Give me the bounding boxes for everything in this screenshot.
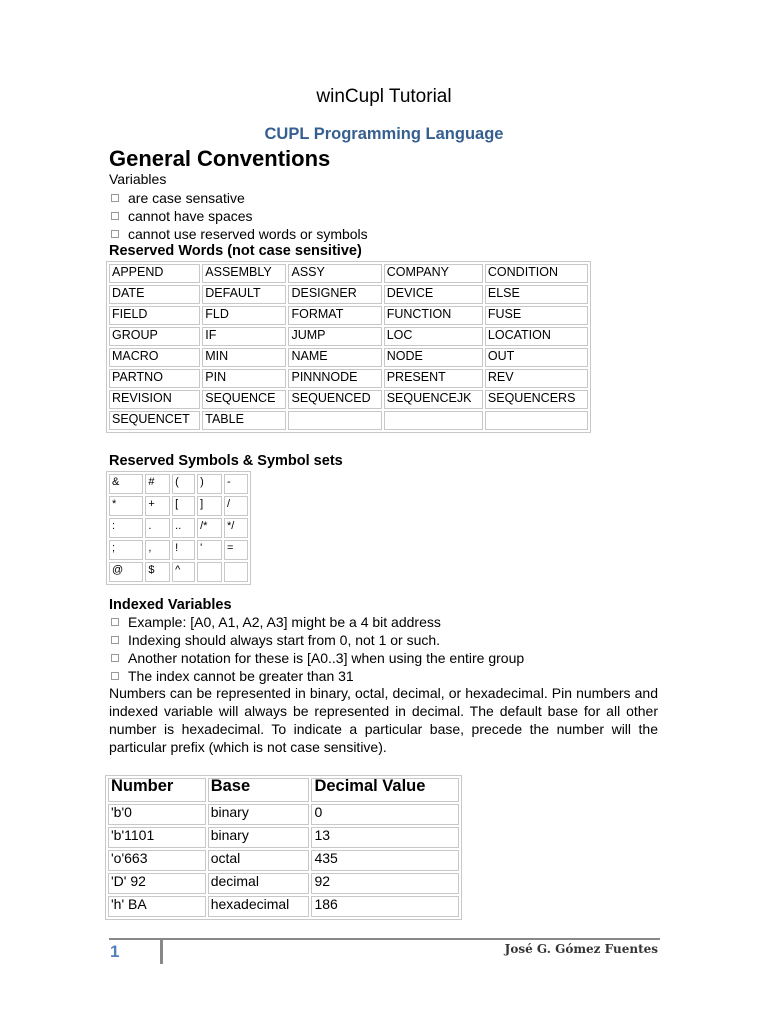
table-row — [109, 306, 588, 325]
table-cell: SEQUENCE — [202, 390, 286, 409]
table-cell: NODE — [384, 348, 483, 367]
indexed-bullets — [109, 613, 524, 685]
table-cell — [288, 411, 381, 430]
table-row — [109, 562, 248, 582]
table-cell: FUNCTION — [384, 306, 483, 325]
table-cell: ASSY — [288, 264, 381, 283]
table-cell: DATE — [109, 285, 200, 304]
table-cell: DEFAULT — [202, 285, 286, 304]
table-row — [109, 390, 588, 409]
table-cell: ELSE — [485, 285, 588, 304]
table-cell: FORMAT — [288, 306, 381, 325]
table-cell: LOCATION — [485, 327, 588, 346]
table-cell: ASSEMBLY — [202, 264, 286, 283]
table-cell: $ — [145, 562, 170, 582]
bullet-box-icon — [111, 230, 119, 238]
table-cell: 'o'663 — [108, 850, 206, 871]
table-row — [109, 518, 248, 538]
table-cell: 186 — [311, 896, 459, 917]
table-cell: 92 — [311, 873, 459, 894]
table-cell — [224, 562, 248, 582]
table-cell: 'D' 92 — [108, 873, 206, 894]
table-cell: SEQUENCERS — [485, 390, 588, 409]
footer-author: José G. Gómez Fuentes — [504, 942, 658, 956]
table-cell: ) — [197, 474, 222, 494]
table-cell: PINNNODE — [288, 369, 381, 388]
table-cell: REVISION — [109, 390, 200, 409]
table-cell: 13 — [311, 827, 459, 848]
table-cell — [485, 411, 588, 430]
table-header-cell: Number — [108, 778, 206, 802]
table-cell: : — [109, 518, 143, 538]
reserved-symbols-table — [106, 471, 251, 585]
table-cell: 'b'1101 — [108, 827, 206, 848]
table-row — [109, 411, 588, 430]
reserved-words-table — [106, 261, 591, 433]
table-row — [109, 474, 248, 494]
table-cell: SEQUENCED — [288, 390, 381, 409]
number-bases-paragraph: Numbers can be represented in binary, octal, decimal, or hexadecimal. Pin numbers and indexed variable will always be represented in decimal. The default base for all other number is hexadecimal. To indicate a particular base, precede the number will the particular prefix (which is not case sensitive). — [109, 685, 658, 755]
section-heading: General Conventions — [109, 146, 331, 171]
table-cell — [197, 562, 222, 582]
table-row — [109, 264, 588, 283]
table-cell: + — [145, 496, 170, 516]
reserved-words-body — [109, 264, 588, 430]
table-row — [109, 369, 588, 388]
table-row — [109, 348, 588, 367]
table-cell: SEQUENCET — [109, 411, 200, 430]
table-cell: @ — [109, 562, 143, 582]
variables-label: Variables — [109, 171, 167, 187]
table-cell: FIELD — [109, 306, 200, 325]
table-cell: GROUP — [109, 327, 200, 346]
table-cell: * — [109, 496, 143, 516]
table-cell: 'b'0 — [108, 804, 206, 825]
bullet-item: are case sensative — [109, 189, 368, 207]
table-cell: ! — [172, 540, 195, 560]
table-cell: TABLE — [202, 411, 286, 430]
bullet-box-icon — [111, 212, 119, 220]
table-cell: decimal — [208, 873, 310, 894]
table-cell: binary — [208, 804, 310, 825]
subtitle: CUPL Programming Language — [264, 125, 504, 143]
table-cell: MACRO — [109, 348, 200, 367]
table-header-cell: Base — [208, 778, 310, 802]
bullet-item: The index cannot be greater than 31 — [109, 667, 524, 685]
table-cell: IF — [202, 327, 286, 346]
table-cell: .. — [172, 518, 195, 538]
bullet-box-icon — [111, 194, 119, 202]
bullet-item: cannot use reserved words or symbols — [109, 225, 368, 243]
table-row — [109, 496, 248, 516]
table-cell: CONDITION — [485, 264, 588, 283]
table-cell: MIN — [202, 348, 286, 367]
table-row — [109, 327, 588, 346]
table-cell: - — [224, 474, 248, 494]
table-row — [108, 896, 459, 917]
table-cell: hexadecimal — [208, 896, 310, 917]
table-cell: . — [145, 518, 170, 538]
table-cell: ; — [109, 540, 143, 560]
footer-rule — [109, 938, 660, 940]
table-cell: 435 — [311, 850, 459, 871]
bullet-box-icon — [111, 636, 119, 644]
table-cell: LOC — [384, 327, 483, 346]
table-row — [108, 804, 459, 825]
table-cell: ^ — [172, 562, 195, 582]
table-cell — [384, 411, 483, 430]
table-header-cell: Decimal Value — [311, 778, 459, 802]
table-cell: */ — [224, 518, 248, 538]
table-cell: FUSE — [485, 306, 588, 325]
reserved-symbols-title: Reserved Symbols & Symbol sets — [109, 453, 343, 469]
table-cell: 0 — [311, 804, 459, 825]
page-number: 1 — [110, 942, 120, 961]
table-cell: , — [145, 540, 170, 560]
table-cell: FLD — [202, 306, 286, 325]
table-row — [108, 873, 459, 894]
table-cell: DESIGNER — [288, 285, 381, 304]
table-cell: ' — [197, 540, 222, 560]
table-cell: / — [224, 496, 248, 516]
table-cell: binary — [208, 827, 310, 848]
table-cell: APPEND — [109, 264, 200, 283]
table-cell: COMPANY — [384, 264, 483, 283]
bullet-item: Example: [A0, A1, A2, A3] might be a 4 bit address — [109, 613, 524, 631]
table-cell: /* — [197, 518, 222, 538]
table-cell: DEVICE — [384, 285, 483, 304]
table-cell: SEQUENCEJK — [384, 390, 483, 409]
table-cell: PARTNO — [109, 369, 200, 388]
bullet-item: cannot have spaces — [109, 207, 368, 225]
bullet-box-icon — [111, 618, 119, 626]
table-cell: NAME — [288, 348, 381, 367]
number-bases-table — [105, 775, 462, 920]
table-row — [109, 285, 588, 304]
bullet-box-icon — [111, 654, 119, 662]
table-header-row — [108, 778, 459, 802]
table-cell: 'h' BA — [108, 896, 206, 917]
footer-divider — [160, 938, 163, 964]
table-cell: # — [145, 474, 170, 494]
table-cell: REV — [485, 369, 588, 388]
table-row — [108, 850, 459, 871]
bullet-item: Indexing should always start from 0, not 1 or such. — [109, 631, 524, 649]
variables-bullets — [109, 189, 368, 243]
reserved-words-title: Reserved Words (not case sensitive) — [109, 243, 362, 259]
table-row — [109, 540, 248, 560]
table-cell: PRESENT — [384, 369, 483, 388]
table-cell: [ — [172, 496, 195, 516]
table-cell: = — [224, 540, 248, 560]
bullet-box-icon — [111, 672, 119, 680]
bullet-item: Another notation for these is [A0..3] when using the entire group — [109, 649, 524, 667]
table-row — [108, 827, 459, 848]
table-cell: & — [109, 474, 143, 494]
reserved-symbols-body — [109, 474, 248, 582]
table-cell: octal — [208, 850, 310, 871]
number-bases-body — [108, 778, 459, 917]
table-cell: JUMP — [288, 327, 381, 346]
table-cell: OUT — [485, 348, 588, 367]
table-cell: ( — [172, 474, 195, 494]
table-cell: ] — [197, 496, 222, 516]
indexed-variables-title: Indexed Variables — [109, 597, 232, 613]
page-header-title: winCupl Tutorial — [316, 86, 452, 107]
table-cell: PIN — [202, 369, 286, 388]
